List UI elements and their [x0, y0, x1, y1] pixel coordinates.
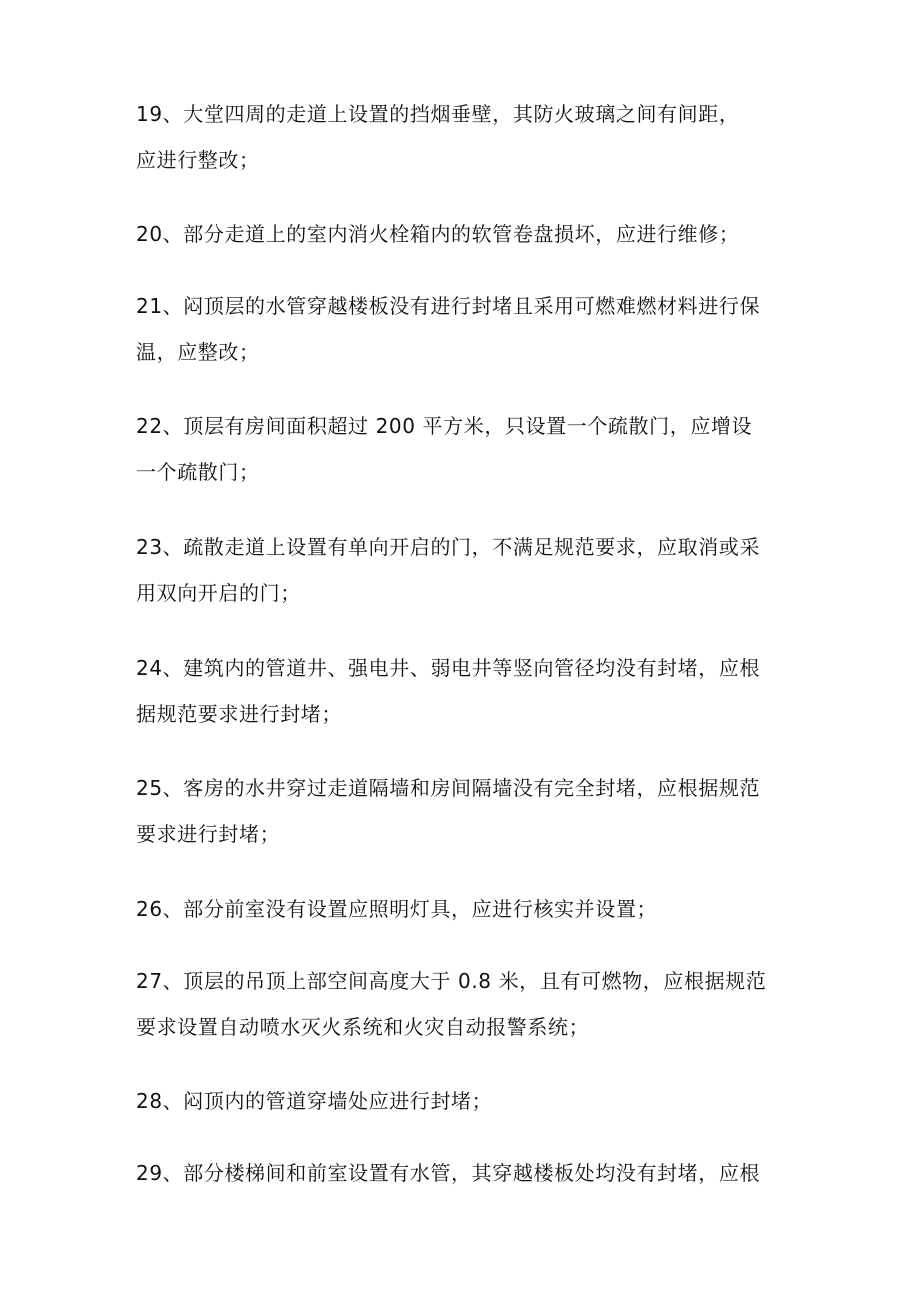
text-line: 27、顶层的吊顶上部空间高度大于 0.8 米，且有可燃物，应根据规范 — [136, 969, 767, 993]
text-line: 要求进行封堵； — [136, 822, 281, 846]
text-line: 28、闷顶内的管道穿墙处应进行封堵； — [136, 1089, 493, 1113]
list-item-24 — [136, 645, 796, 737]
text-line: 20、部分走道上的室内消火栓箱内的软管卷盘损坏，应进行维修； — [136, 222, 740, 246]
text-line: 26、部分前室没有设置应照明灯具，应进行核实并设置； — [136, 897, 658, 921]
text-line: 22、顶层有房间面积超过 200 平方米，只设置一个疏散门，应增设 — [136, 414, 753, 438]
text-line: 23、疏散走道上设置有单向开启的门，不满足规范要求，应取消或采 — [136, 535, 761, 559]
list-item-21 — [136, 283, 796, 375]
list-item-23 — [136, 524, 796, 616]
text-line: 应进行整改； — [136, 148, 260, 172]
list-item-19 — [136, 91, 796, 183]
text-line: 用双向开启的门； — [136, 581, 301, 605]
list-item-20 — [136, 211, 796, 257]
text-line: 24、建筑内的管道井、强电井、弱电井等竖向管径均没有封堵，应根 — [136, 656, 761, 680]
list-item-28 — [136, 1078, 796, 1124]
text-line: 要求设置自动喷水灭火系统和火灾自动报警系统； — [136, 1015, 590, 1039]
text-line: 温，应整改； — [136, 340, 260, 364]
list-item-29 — [136, 1150, 796, 1196]
text-line: 19、大堂四周的走道上设置的挡烟垂壁，其防火玻璃之间有间距， — [136, 102, 740, 126]
list-item-27 — [136, 958, 796, 1050]
list-item-22 — [136, 403, 796, 495]
text-line: 25、客房的水井穿过走道隔墙和房间隔墙没有完全封堵，应根据规范 — [136, 776, 761, 800]
text-line: 29、部分楼梯间和前室设置有水管，其穿越楼板处均没有封堵，应根 — [136, 1161, 761, 1185]
list-item-26 — [136, 886, 796, 932]
text-line: 一个疏散门； — [136, 460, 260, 484]
text-line: 据规范要求进行封堵； — [136, 702, 342, 726]
text-line: 21、闷顶层的水管穿越楼板没有进行封堵且采用可燃难燃材料进行保 — [136, 294, 761, 318]
list-item-25 — [136, 765, 796, 857]
